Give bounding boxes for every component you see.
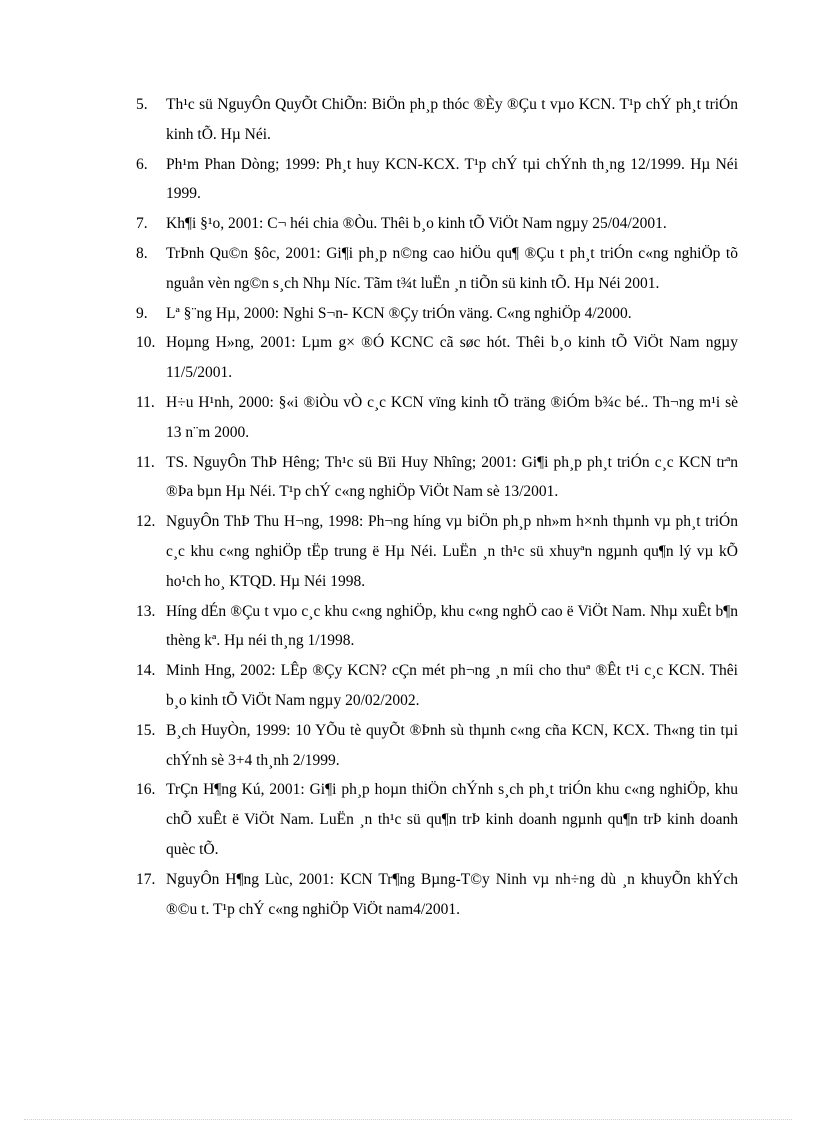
reference-number: 17.	[136, 870, 156, 888]
reference-number: 6.	[136, 155, 148, 173]
reference-text: Híng dÉn ®Çu t vµo c¸c khu c«ng nghiÖp, khu c«ng nghÖ cao ë ViÖt Nam. Nhµ xuÊt b¶n thèng kª. Hµ néi th¸ng 1/1998.	[166, 602, 738, 650]
reference-item	[136, 865, 738, 925]
reference-item	[136, 150, 738, 210]
reference-text: TrÇn H¶ng Kú, 2001: Gi¶i ph¸p hoµn thiÖn chÝnh s¸ch ph¸t triÓn khu c«ng nghiÖp, khu chÕ xuÊt ë ViÖt Nam. LuËn ¸n th¹c sü qu¶n trÞ kinh doanh ngµnh qu¶n trÞ kinh doanh quèc tÕ.	[166, 781, 738, 858]
reference-item	[136, 507, 738, 596]
reference-text: NguyÔn H¶ng Lùc, 2001: KCN Tr¶ng Bµng-T©y Ninh vµ nh÷ng dù ¸n khuyÕn khÝch ®©u t. T¹p chÝ c«ng nghiÖp ViÖt nam4/2001.	[166, 870, 738, 918]
reference-number: 10.	[136, 334, 156, 352]
reference-item	[136, 656, 738, 716]
reference-number: 11.	[136, 453, 155, 471]
reference-text: Hoµng H»ng, 2001: Lµm g× ®Ó KCNC cã søc hót. Thêi b¸o kinh tÕ ViÖt Nam ngµy 11/5/2001.	[166, 334, 738, 382]
reference-number: 14.	[136, 662, 156, 680]
page-bottom-border	[24, 1119, 792, 1120]
reference-number: 12.	[136, 513, 156, 531]
reference-item	[136, 299, 738, 329]
reference-text: TrÞnh Qu©n §ôc, 2001: Gi¶i ph¸p n©ng cao hiÖu qu¶ ®Çu t ph¸t triÓn c«ng nghiÖp tõ nguån vèn ng©n s¸ch Nhµ Níc. Tãm t¾t luËn ¸n tiÕn sü kinh tÕ. Hµ Néi 2001.	[166, 244, 738, 292]
reference-item	[136, 597, 738, 657]
reference-item	[136, 448, 738, 508]
reference-text: B¸ch HuyÒn, 1999: 10 YÕu tè quyÕt ®Þnh sù thµnh c«ng cña KCN, KCX. Th«ng tin tµi chÝnh sè 3+4 th¸nh 2/1999.	[166, 721, 738, 769]
reference-text: Minh Hng, 2002: LÊp ®Çy KCN? cÇn mét ph¬ng ¸n míi cho thuª ®Êt t¹i c¸c KCN. Thêi b¸o kinh tÕ ViÖt Nam ngµy 20/02/2002.	[166, 662, 738, 709]
reference-number: 9.	[136, 304, 148, 322]
reference-text: Th¹c sü NguyÔn QuyÕt ChiÕn: BiÖn ph¸p thóc ®Èy ®Çu t vµo KCN. T¹p chÝ ph¸t triÓn kinh tÕ. Hµ Néi.	[166, 96, 738, 143]
reference-number: 15.	[136, 721, 156, 739]
reference-number: 8.	[136, 244, 148, 262]
reference-text: H÷u H¹nh, 2000: §«i ®iÒu vÒ c¸c KCN vïng kinh tÕ träng ®iÓm b¾c bé.. Th¬ng m¹i sè 13 n¨m 2000.	[166, 393, 738, 441]
reference-text: NguyÔn ThÞ Thu H¬ng, 1998: Ph¬ng híng vµ biÖn ph¸p nh»m h×nh thµnh vµ ph¸t triÓn c¸c khu c«ng nghiÖp tËp trung ë Hµ Néi. LuËn ¸n th¹c sü xhuyªn ngµnh qu¶n lý vµ kÕ ho¹ch ho¸ KTQD. Hµ Néi 1998.	[166, 513, 738, 590]
reference-item	[136, 90, 738, 150]
reference-item	[136, 388, 738, 448]
reference-number: 5.	[136, 96, 148, 113]
reference-item	[136, 239, 738, 299]
reference-number: 16.	[136, 781, 156, 799]
reference-text: Ph¹m Phan Dòng; 1999: Ph¸t huy KCN-KCX. T¹p chÝ tµi chÝnh th¸ng 12/1999. Hµ Néi 1999.	[166, 155, 738, 203]
reference-item	[136, 328, 738, 388]
reference-item	[136, 716, 738, 776]
reference-item	[136, 209, 738, 239]
reference-text: TS. NguyÔn ThÞ Hêng; Th¹c sü Bïi Huy Nhîng; 2001: Gi¶i ph¸p ph¸t triÓn c¸c KCN trªn ®Þa bµn Hµ Néi. T¹p chÝ c«ng nghiÖp ViÖt Nam sè 13/2001.	[166, 453, 738, 501]
reference-number: 11.	[136, 393, 155, 411]
reference-list	[136, 90, 738, 924]
reference-text: Kh¶i §¹o, 2001: C¬ héi chia ®Òu. Thêi b¸o kinh tÕ ViÖt Nam ngµy 25/04/2001.	[166, 215, 667, 233]
reference-item	[136, 775, 738, 864]
reference-text: Lª §¨ng Hµ, 2000: Nghi S¬n- KCN ®Çy triÓn väng. C«ng nghiÖp 4/2000.	[166, 304, 632, 322]
reference-number: 7.	[136, 215, 148, 233]
reference-number: 13.	[136, 602, 156, 620]
